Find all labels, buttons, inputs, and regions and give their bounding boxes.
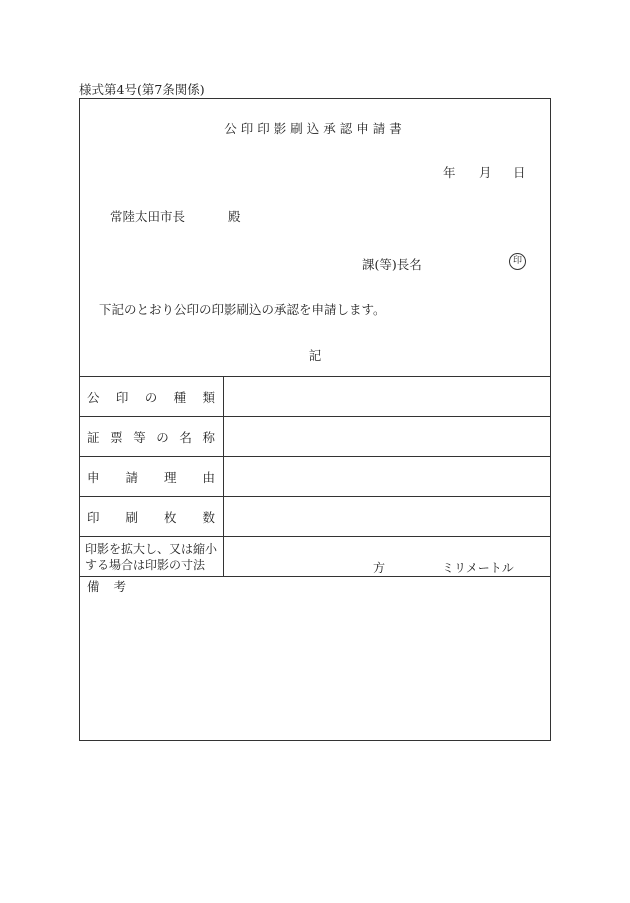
label-char: 等 (133, 429, 146, 445)
items-table (79, 376, 551, 577)
spread-label (80, 508, 223, 526)
spread-label (80, 388, 223, 406)
table-row (80, 497, 551, 537)
row-label (80, 457, 224, 497)
table-row (80, 457, 551, 497)
ki-mark: 記 (308, 348, 322, 363)
spread-label (80, 468, 223, 486)
request-text: 下記のとおり公印の印影刷込の承認を申請します。 (99, 302, 386, 317)
label-char: 印 (115, 389, 129, 405)
table-row (80, 417, 551, 457)
label-char: 請 (125, 469, 138, 485)
label-char: 種 (173, 389, 187, 405)
spread-label (80, 428, 223, 446)
table-row (80, 537, 551, 577)
applicant-label: 課(等)長名 (362, 257, 422, 272)
date-day: 日 (513, 165, 526, 180)
label-char: 公 (87, 389, 100, 405)
row-value-field[interactable] (224, 497, 551, 537)
label-char: 数 (202, 509, 215, 525)
date-month: 月 (479, 165, 492, 180)
size-value-field[interactable] (224, 537, 551, 577)
row-value-field[interactable] (224, 377, 551, 417)
unit-square: 方 (373, 561, 386, 575)
label-char: 刷 (125, 509, 138, 525)
label-char: 申 (87, 469, 100, 485)
row-label (80, 537, 224, 577)
label-char: 印 (87, 509, 100, 525)
row-label (80, 497, 224, 537)
label-char: 称 (202, 429, 215, 445)
application-form (79, 98, 551, 741)
row-value-field[interactable] (224, 417, 551, 457)
honorific: 殿 (228, 209, 241, 224)
label-char: の (156, 429, 169, 445)
row-value-field[interactable] (224, 457, 551, 497)
recipient: 常陸太田市長 (110, 209, 186, 224)
row-label (80, 417, 224, 457)
label-char: 枚 (163, 509, 177, 525)
label-char: 類 (202, 389, 215, 405)
date-year: 年 (443, 165, 456, 180)
form-number: 様式第4号(第7条関係) (79, 82, 205, 97)
label-char: 由 (202, 469, 215, 485)
seal-mark: 印 (509, 253, 526, 270)
row-label (80, 377, 224, 417)
unit-mm: ミリメートル (442, 561, 514, 575)
remarks-label: 備考 (87, 579, 141, 594)
label-char: 証 (87, 429, 100, 445)
document-title: 公印印影刷込承認申請書 (224, 121, 406, 136)
label-char: の (144, 389, 158, 405)
table-row (80, 377, 551, 417)
label-char: 理 (163, 469, 177, 485)
size-label-line2: する場合は印影の寸法 (85, 557, 206, 572)
label-char: 票 (110, 429, 123, 445)
size-label-line1: 印影を拡大し、又は縮小 (85, 541, 218, 556)
label-char: 名 (179, 429, 192, 445)
